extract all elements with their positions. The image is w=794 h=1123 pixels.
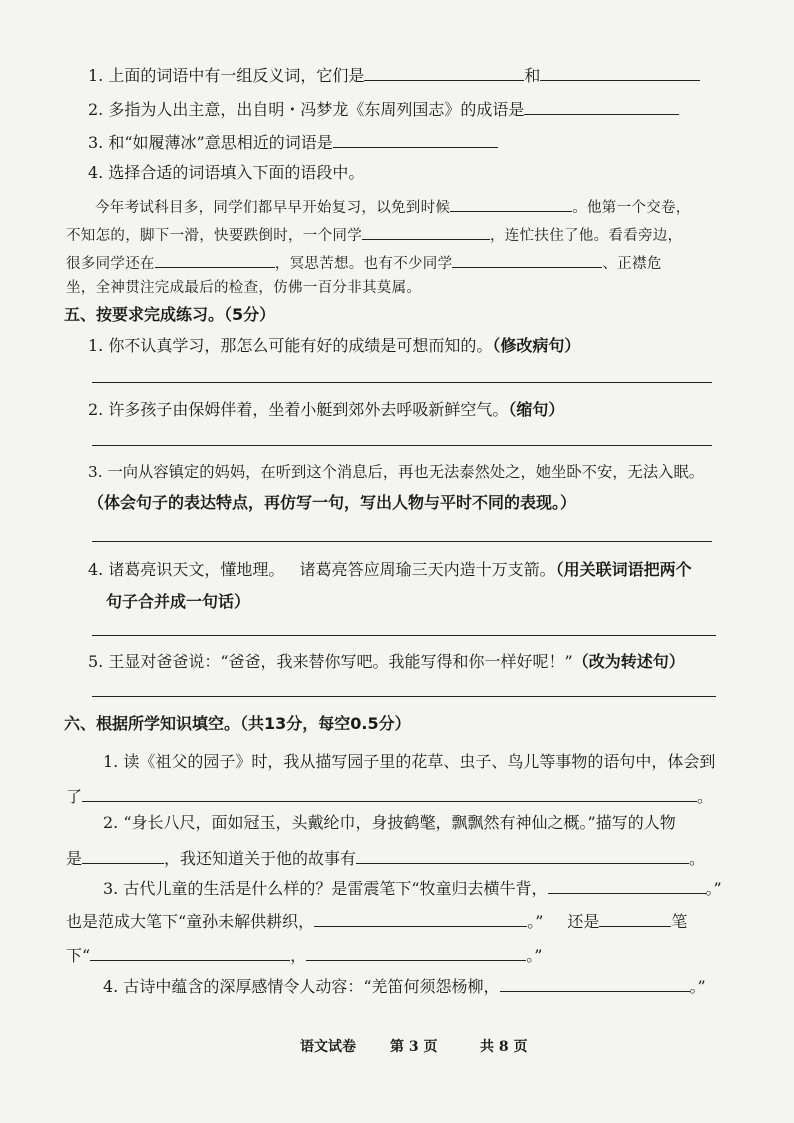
answer-blank[interactable] — [599, 910, 671, 927]
s5-q3-instruction: （体会句子的表达特点，再仿写一句，写出人物与平时不同的表现。） — [88, 493, 577, 512]
q4-item-2: 2. 多指为人出主意，出自明・冯梦龙《东周列国志》的成语是 — [88, 98, 679, 120]
answer-blank[interactable] — [333, 131, 498, 148]
s6-q4: 4. 古诗中蕴含的深厚感情令人动容：“羌笛何须怨杨柳， 。” — [103, 977, 706, 996]
s5-q1: 1. 你不认真学习，那怎么可能有好的成绩是可想而知的。（修改病句） — [88, 336, 581, 355]
footer-total-pages: 共 8 页 — [480, 1039, 528, 1055]
s5-q4: 4. 诸葛亮识天文，懂地理。 诸葛亮答应周瑜三天内造十万支箭。（用关联词语把两个 — [88, 560, 692, 579]
paragraph-line-4: 坐，全神贯注完成最后的检查，仿佛一百分非其莫属。 — [66, 280, 422, 296]
answer-blank[interactable] — [452, 251, 602, 268]
s5-q3: 3. 一向从容镇定的妈妈，在听到这个消息后，再也无法泰然处之，她坐卧不安，无法入眠。 — [88, 463, 705, 481]
answer-blank[interactable] — [500, 975, 690, 992]
answer-blank[interactable] — [155, 251, 275, 268]
s6-q2: 2. “身长八尺，面如冠玉，头戴纶巾，身披鹤氅，飘飘然有神仙之概。”描写的人物 — [103, 813, 676, 832]
q4-item-4: 4. 选择合适的词语填入下面的语段中。 — [88, 163, 365, 182]
footer-page-number: 第 3 页 — [390, 1039, 438, 1055]
s5-q2: 2. 许多孩子由保姆伴着，坐着小艇到郊外去呼吸新鲜空气。（缩句） — [88, 400, 565, 419]
answer-blank[interactable] — [82, 785, 697, 802]
answer-line[interactable] — [92, 445, 712, 446]
s5-q4-instruction: 句子合并成一句话） — [106, 592, 251, 611]
answer-blank[interactable] — [362, 223, 490, 240]
answer-line[interactable] — [92, 635, 716, 636]
answer-line[interactable] — [92, 382, 712, 383]
s5-q5: 5. 王显对爸爸说：“爸爸，我来替你写吧。我能写得和你一样好呢！”（改为转述句） — [88, 652, 685, 671]
s6-q3-line-2: 也是范成大笔下“童孙未解供耕织， 。” 还是 笔 — [66, 912, 688, 931]
q4-item-1: 1. 上面的词语中有一组反义词，它们是 和 — [88, 64, 700, 86]
answer-blank[interactable] — [548, 877, 706, 894]
section-6-heading: 六、根据所学知识填空。（共13分，每空0.5分） — [64, 714, 411, 733]
answer-blank[interactable] — [306, 944, 526, 961]
answer-blank[interactable] — [540, 64, 700, 81]
footer-subject: 语文试卷 — [300, 1039, 356, 1055]
answer-line[interactable] — [92, 696, 716, 697]
paragraph-line-3: 很多同学还在 ，冥思苦想。也有不少同学 、正襟危 — [66, 251, 662, 274]
s6-q2-line-2: 是 ，我还知道关于他的故事有 。 — [66, 849, 706, 868]
s6-q3: 3. 古代儿童的生活是什么样的？是雷震笔下“牧童归去横牛背， 。” — [103, 879, 722, 898]
paragraph-line-1: 今年考试科目多，同学们都早早开始复习，以免到时候 。他第一个交卷， — [95, 195, 691, 218]
answer-blank[interactable] — [82, 847, 164, 864]
paragraph-line-2: 不知怎的，脚下一滑，快要跌倒时，一个同学 ，连忙扶住了他。看看旁边， — [66, 223, 682, 246]
answer-blank[interactable] — [90, 944, 290, 961]
answer-blank[interactable] — [356, 847, 689, 864]
s6-q1-line-2: 了 。 — [66, 787, 714, 806]
answer-blank[interactable] — [524, 98, 679, 115]
answer-blank[interactable] — [314, 910, 527, 927]
s6-q3-line-3: 下“ ， 。” — [66, 946, 543, 965]
s6-q1: 1. 读《祖父的园子》时，我从描写园子里的花草、虫子、鸟儿等事物的语句中，体会到 — [103, 752, 716, 771]
answer-line[interactable] — [92, 541, 712, 542]
answer-blank[interactable] — [450, 195, 572, 212]
q4-item-3: 3. 和“如履薄冰”意思相近的词语是 — [88, 131, 498, 153]
section-5-heading: 五、按要求完成练习。（5分） — [64, 305, 276, 324]
answer-blank[interactable] — [364, 64, 524, 81]
